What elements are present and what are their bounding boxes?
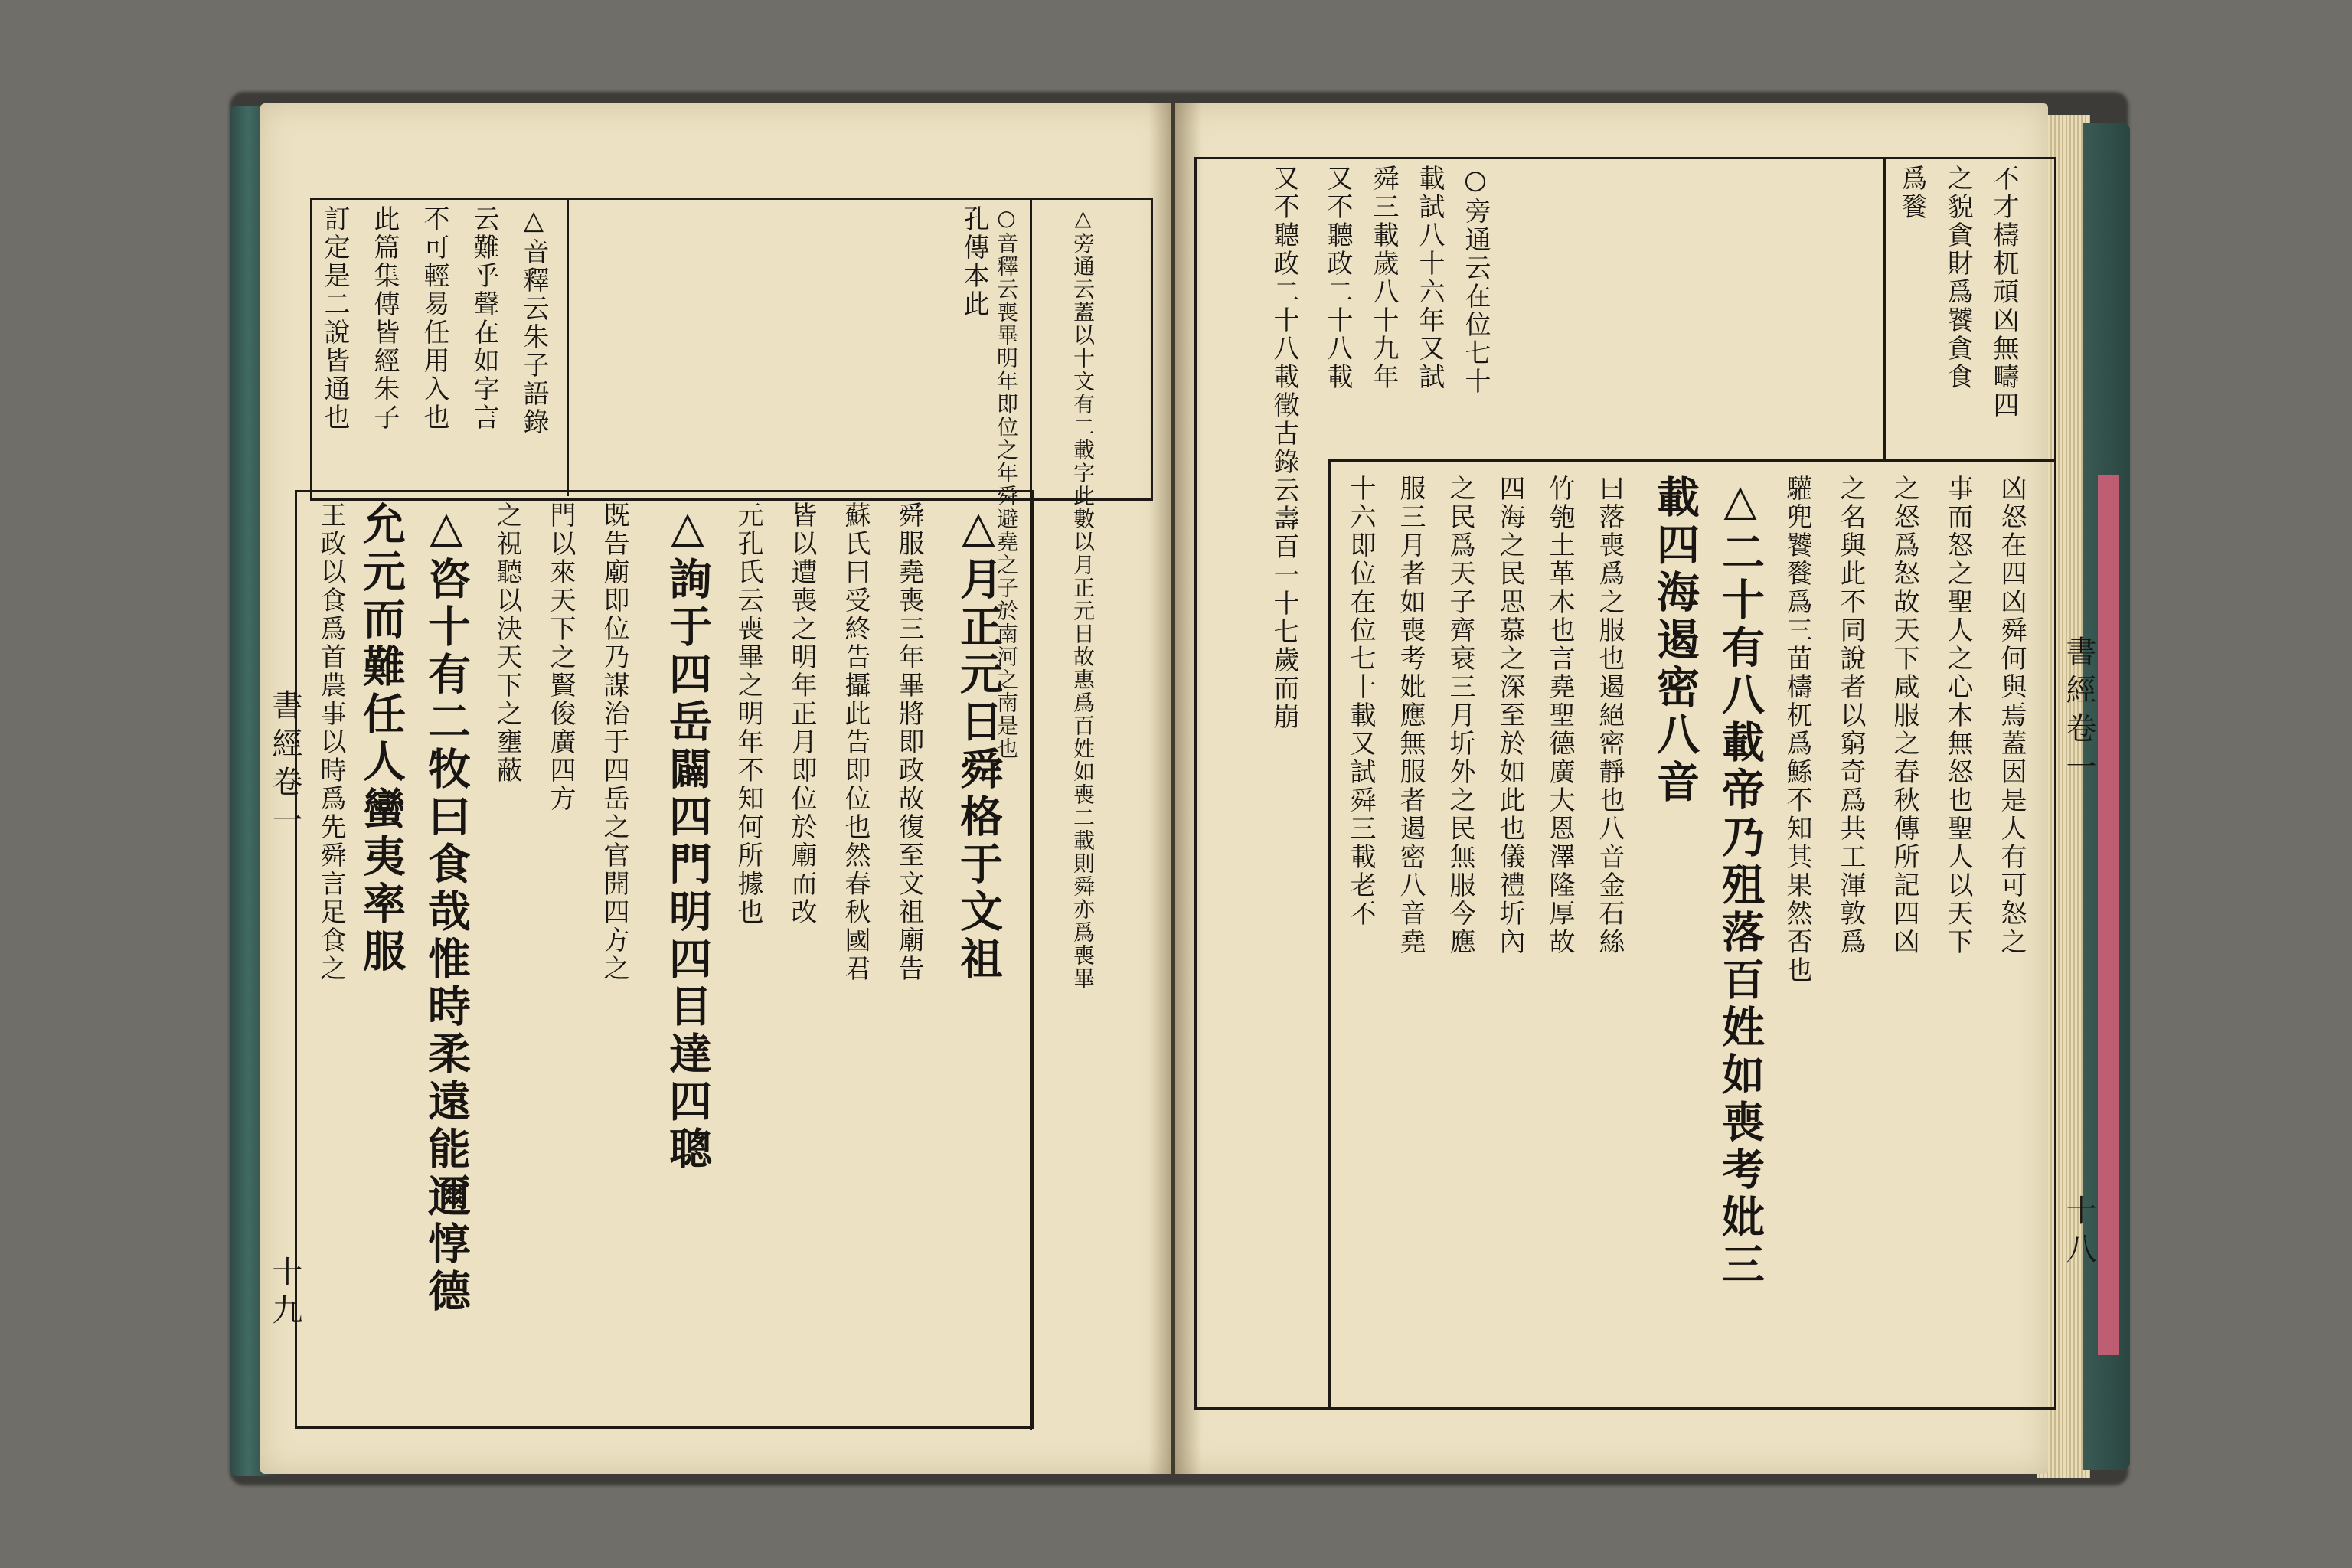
right-notes-line: 之名與此不同說者以窮奇爲共工渾敦爲	[1835, 475, 1866, 956]
left-main-line: 蘇氏曰受終告攝此告即位也然春秋國君	[840, 501, 871, 983]
left-main-line: 既告廟即位乃謀治于四岳之官開四方之	[599, 501, 629, 983]
left-folio: 十九	[267, 1256, 302, 1332]
left-upper-note: 孔傳本此	[959, 205, 989, 318]
left-main-line: 之視聽以決天下之壅蔽	[492, 501, 522, 785]
right-upper-line: 不才檮杌頑凶無疇四	[1988, 165, 2019, 420]
left-margin-label: 書經卷一	[267, 689, 302, 842]
left-upper-divider	[567, 198, 569, 496]
left-notes-line: 王政以食爲首農事以時爲先舜言足食之	[315, 501, 346, 983]
right-notes-line: 事而怒之聖人之心本無怒也聖人以天下	[1942, 475, 1973, 956]
right-upper-middle-line: ○旁通云在位七十	[1460, 165, 1491, 396]
right-main-line: 曰落喪爲之服也遏絕密靜也八音金石絲	[1594, 475, 1625, 956]
left-main-line: △咨十有二牧曰食哉惟時柔遠能邇惇德	[421, 501, 472, 1316]
right-upper-middle-line: 載試八十六年又試	[1414, 165, 1445, 391]
right-main-line: 之民爲天子齊衰三月圻外之民無服今應	[1445, 475, 1475, 956]
bookmark-tab	[2098, 475, 2119, 1355]
right-upper-divider	[1883, 157, 1886, 459]
left-main-line: 允元而難任人蠻夷率服	[356, 501, 407, 976]
right-upper-middle-line: 又不聽政二十八載徵古錄云壽百一十七歲而崩	[1269, 165, 1299, 731]
right-main-line: △二十有八載帝乃殂落百姓如喪考妣三	[1715, 475, 1766, 1289]
left-main-line: 門以來天下之賢俊廣四方	[545, 501, 576, 813]
left-main-line: 皆以遭喪之明年正月即位於廟而改	[786, 501, 817, 926]
right-notes-line: 凶怒在四凶舜何與焉蓋因是人有可怒之	[1996, 475, 2027, 956]
left-main-line: 元孔氏云喪畢之明年不知何所據也	[733, 501, 763, 926]
right-upper-line: 爲餮	[1896, 165, 1927, 221]
right-main-line: 十六即位在位七十載又試舜三載老不	[1345, 475, 1376, 928]
right-main-line: 服三月者如喪考妣應無服者遏密八音堯	[1395, 475, 1426, 956]
right-upper-line: 之貌貪財爲饕貪食	[1942, 165, 1973, 391]
left-right-divider	[1030, 198, 1032, 1430]
right-folio: 十八	[2061, 1194, 2096, 1271]
left-upper-line: 云難乎聲在如字言	[469, 205, 499, 432]
left-upper-line: △音釋云朱子語錄	[518, 205, 549, 436]
left-upper-line: 訂定是二說皆通也	[319, 205, 350, 432]
right-notes-line: 驩兜饕餮爲三苗檮杌爲鯀不知其果然否也	[1782, 475, 1812, 985]
right-notes-line: 之怒爲怒故天下咸服之春秋傳所記四凶	[1889, 475, 1919, 956]
left-upper-line: 不可輕易任用入也	[419, 205, 449, 432]
right-upper-middle-line: 舜三載歲八十九年	[1368, 165, 1399, 391]
left-main-line: △月正元日舜格于文祖	[953, 501, 1004, 984]
left-upper-line: 此篇集傳皆經朱子	[369, 205, 400, 432]
right-main-line: 四海之民思慕之深至於如此也儀禮圻內	[1494, 475, 1525, 956]
right-margin-label: 書經卷一	[2061, 635, 2096, 789]
left-main-line: 舜服堯喪三年畢將即政故復至文祖廟告	[893, 501, 924, 983]
left-upper-note: △旁通云蓋以十文有二載字此數以月正元日故惠爲百姓如喪二載則舜亦爲喪畢	[1070, 205, 1096, 990]
left-main-line: △詢于四岳闢四門明四目達四聰	[662, 501, 713, 1174]
left-upper-note: ○音釋云喪畢明年即位之年舜避堯之子於南河之南是也	[994, 205, 1019, 760]
right-upper-middle-line: 又不聽政二十八載	[1322, 165, 1353, 391]
right-main-line: 竹匏土革木也言堯聖德廣大恩澤隆厚故	[1544, 475, 1575, 956]
right-main-line: 載四海遏密八音	[1650, 475, 1700, 807]
